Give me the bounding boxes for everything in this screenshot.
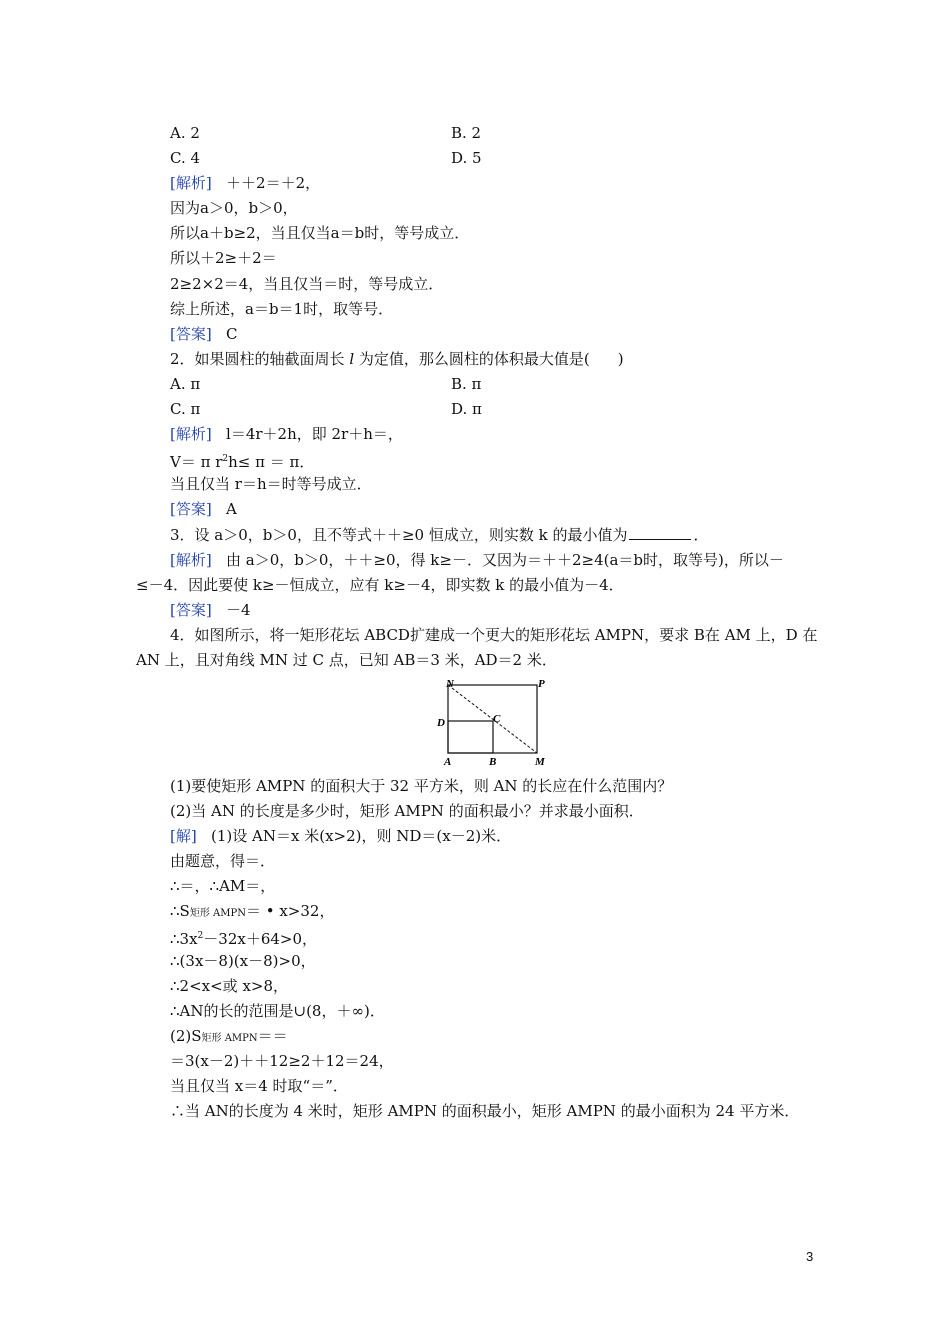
q3-analysis-line-2: ≤－4．因此要使 k≥－恒成立，应有 k≥－4，即实数 k 的最小值为－4． <box>136 576 624 594</box>
answer-tag: [答案] <box>170 500 212 518</box>
q4-solution-line-9 <box>170 1026 288 1049</box>
analysis-tag: [解析] <box>170 425 212 443</box>
q4-s9-pre: (2)S <box>170 1027 202 1045</box>
q3-analysis-text-1: 由 a＞0，b＞0，＋＋≥0，得 k≥－．又因为＝＋＋2≥4(a＝b时，取等号)，所以－ <box>226 551 784 569</box>
q4-s5-sup: 2 <box>197 931 204 941</box>
q4-stem-line-1: 4．如图所示，将一矩形花坛 ABCD扩建成一个更大的矩形花坛 AMPN，要求 B在 AM 上，D 在 <box>170 626 818 644</box>
q4-solution-line-12: ∴当 AN的长度为 4 米时，矩形 AMPN 的面积最小，矩形 AMPN 的最小面积为 24 平方米． <box>170 1102 800 1120</box>
q1-answer-line <box>170 324 238 344</box>
q4-solution-line-5 <box>170 926 317 949</box>
answer-tag: [答案] <box>170 601 212 619</box>
q4-solution-line-3: ∴＝，∴AM＝， <box>170 877 276 895</box>
label-b: B <box>489 756 497 768</box>
q4-s5-post: －32x＋64>0， <box>203 930 318 948</box>
q2-stem-post: 为定值，那么圆柱的体积最大值是( <box>354 350 590 368</box>
q1-analysis-line-1 <box>170 173 320 193</box>
analysis-tag: [解析] <box>170 174 212 192</box>
q2-option-a: A. π <box>170 375 201 393</box>
answer-blank <box>629 525 691 540</box>
q2-a2-pre: V＝ π r <box>170 453 223 471</box>
label-d: D <box>437 717 445 729</box>
q2-analysis-text-1: l＝4r＋2h，即 2r＋h＝， <box>226 425 403 443</box>
q4-solution-line-11: 当且仅当 x＝4 时取“＝”． <box>170 1077 348 1095</box>
q4-solution-line-4 <box>170 901 334 924</box>
q2-a2-post: h≤ π ＝ π． <box>228 453 315 471</box>
q2-option-b: B. π <box>451 375 482 393</box>
q4-s4-sub: 矩形 AMPN <box>189 908 246 919</box>
solution-tag: [解] <box>170 827 197 845</box>
q4-s9-sub: 矩形 AMPN <box>201 1033 258 1044</box>
page-number: 3 <box>806 1249 814 1264</box>
q3-stem-post: ． <box>693 526 709 544</box>
q2-stem-close: ) <box>617 350 624 368</box>
label-c: C <box>493 713 501 725</box>
q3-stem-pre: 3．设 a＞0，b＞0，且不等式＋＋≥0 恒成立，则实数 k 的最小值为 <box>170 526 628 544</box>
q3-answer-line <box>170 600 251 620</box>
q4-s4-post: ＝ • x>32， <box>245 902 335 920</box>
q2-stem <box>170 349 624 369</box>
q4-s9-post: ＝＝ <box>257 1027 288 1045</box>
q2-option-c: C. π <box>170 400 201 418</box>
q1-option-b: B. 2 <box>451 124 482 142</box>
q1-option-a: A. 2 <box>170 124 200 142</box>
q1-option-d: D. 5 <box>451 149 482 167</box>
q1-analysis-line-6: 综上所述，a＝b＝1时，取等号． <box>170 300 394 318</box>
q1-analysis-line-4: 所以＋2≥＋2＝ <box>170 249 277 267</box>
q4-solution-line-10: ＝3(x－2)＋＋12≥2＋12＝24， <box>170 1052 394 1070</box>
q1-analysis-line-5: 2≥2×2＝4，当且仅当＝时，等号成立． <box>170 275 444 293</box>
q2-answer-line <box>170 499 237 519</box>
q4-solution-line-6: ∴(3x－8)(x－8)>0， <box>170 952 316 970</box>
rectangle-figure <box>436 676 551 768</box>
q2-analysis-line-2 <box>170 449 314 472</box>
q2-answer: A <box>226 500 237 518</box>
q4-solution-line-8: ∴AN的长的范围是∪(8，＋∞)． <box>170 1002 385 1020</box>
q4-solution-line-7: ∴2<x<或 x>8， <box>170 977 289 995</box>
q3-analysis-line-1 <box>170 550 784 570</box>
q3-answer: －4 <box>226 601 251 619</box>
q3-stem <box>170 525 708 545</box>
answer-tag: [答案] <box>170 325 212 343</box>
label-p: P <box>538 678 545 690</box>
q1-analysis-line-2: 因为a＞0，b＞0， <box>170 199 298 217</box>
inner-rectangle-abcd <box>448 721 493 753</box>
q2-stem-var: l <box>349 350 355 368</box>
q2-analysis-line-1 <box>170 424 403 444</box>
q2-analysis-line-3: 当且仅当 r＝h＝时等号成立． <box>170 475 372 493</box>
q4-solution-text-1: (1)设 AN＝x 米(x>2)，则 ND＝(x－2)米． <box>211 827 512 845</box>
q1-analysis-line-3: 所以a＋b≥2，当且仅当a＝b时，等号成立． <box>170 224 470 242</box>
q2-option-d: D. π <box>451 400 482 418</box>
q4-s4-pre: ∴S <box>170 902 190 920</box>
label-n: N <box>446 678 454 690</box>
q4-solution-line-1 <box>170 826 511 846</box>
label-m: M <box>535 756 545 768</box>
q4-part-1: (1)要使矩形 AMPN 的面积大于 32 平方米，则 AN 的长应在什么范围内？ <box>170 777 673 795</box>
q4-stem-line-2: AN 上，且对角线 MN 过 C 点，已知 AB＝3 米，AD＝2 米． <box>136 651 557 669</box>
q1-answer: C <box>226 325 238 343</box>
q4-s5-pre: ∴3x <box>170 930 198 948</box>
q1-option-c: C. 4 <box>170 149 201 167</box>
q1-analysis-text-1: ＋＋2＝＋2， <box>226 174 321 192</box>
analysis-tag: [解析] <box>170 551 212 569</box>
label-a: A <box>444 756 452 768</box>
q2-a2-sup: 2 <box>222 454 229 464</box>
q2-stem-pre: 2．如果圆柱的轴截面周长 <box>170 350 350 368</box>
q4-solution-line-2: 由题意，得＝． <box>170 852 276 870</box>
q4-part-2: (2)当 AN 的长度是多少时，矩形 AMPN 的面积最小？并求最小面积． <box>170 802 644 820</box>
